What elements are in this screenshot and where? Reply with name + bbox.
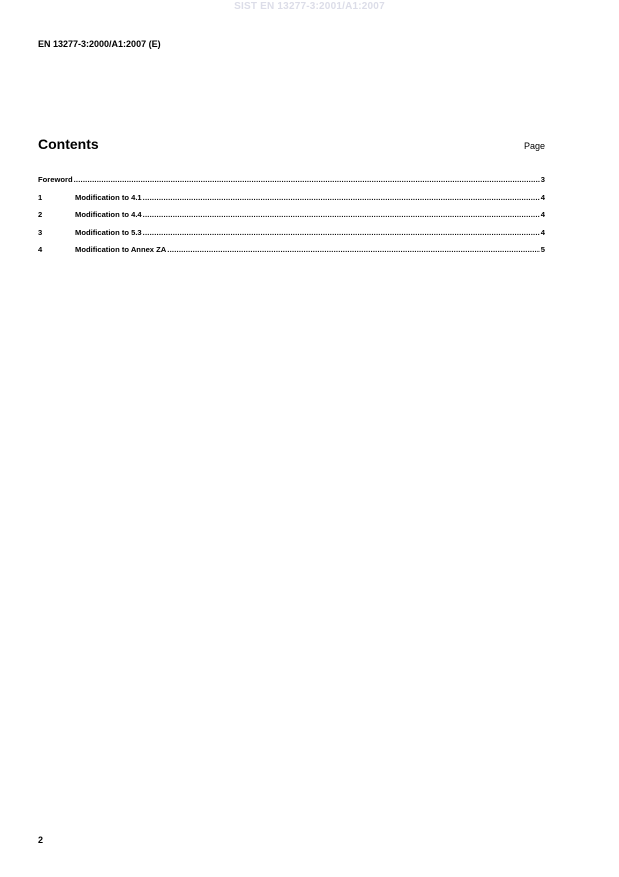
toc-dot-leader	[143, 228, 540, 237]
toc-dot-leader	[74, 175, 540, 184]
page-number: 2	[38, 835, 44, 845]
toc-entry-page: 3	[540, 175, 545, 184]
toc-entry-page: 4	[540, 227, 545, 237]
toc-dot-leader	[143, 210, 540, 219]
page-column-label: Page	[523, 141, 545, 151]
toc-entry-title: Modification to Annex ZA	[75, 245, 167, 255]
toc-entry-number: 3	[38, 227, 43, 237]
contents-title: Contents	[38, 136, 99, 152]
toc-entry-4[interactable]	[38, 245, 545, 263]
toc-entry-page: 5	[540, 245, 545, 255]
toc-dot-leader	[143, 193, 540, 202]
toc-entry-title: Foreword	[38, 175, 73, 184]
toc-entry-title: Modification to 4.4	[75, 210, 142, 220]
toc-entry-number: 2	[38, 210, 43, 220]
watermark: SIST EN 13277-3:2001/A1:2007	[234, 1, 385, 12]
toc-entry-2[interactable]	[38, 210, 545, 228]
contents-heading-row	[38, 136, 545, 152]
toc-entry-page: 4	[540, 192, 545, 202]
toc-entry-title: Modification to 5.3	[75, 227, 142, 237]
toc-entry-foreword[interactable]	[38, 175, 545, 193]
toc-entry-1[interactable]	[38, 193, 545, 211]
toc-entry-page: 4	[540, 210, 545, 220]
document-id-header: EN 13277-3:2000/A1:2007 (E)	[38, 39, 161, 49]
toc-entry-title: Modification to 4.1	[75, 192, 142, 202]
toc-entry-number: 1	[38, 192, 43, 202]
table-of-contents	[38, 175, 545, 263]
toc-entry-number: 4	[38, 245, 43, 255]
toc-dot-leader	[167, 245, 540, 254]
toc-entry-3[interactable]	[38, 228, 545, 246]
